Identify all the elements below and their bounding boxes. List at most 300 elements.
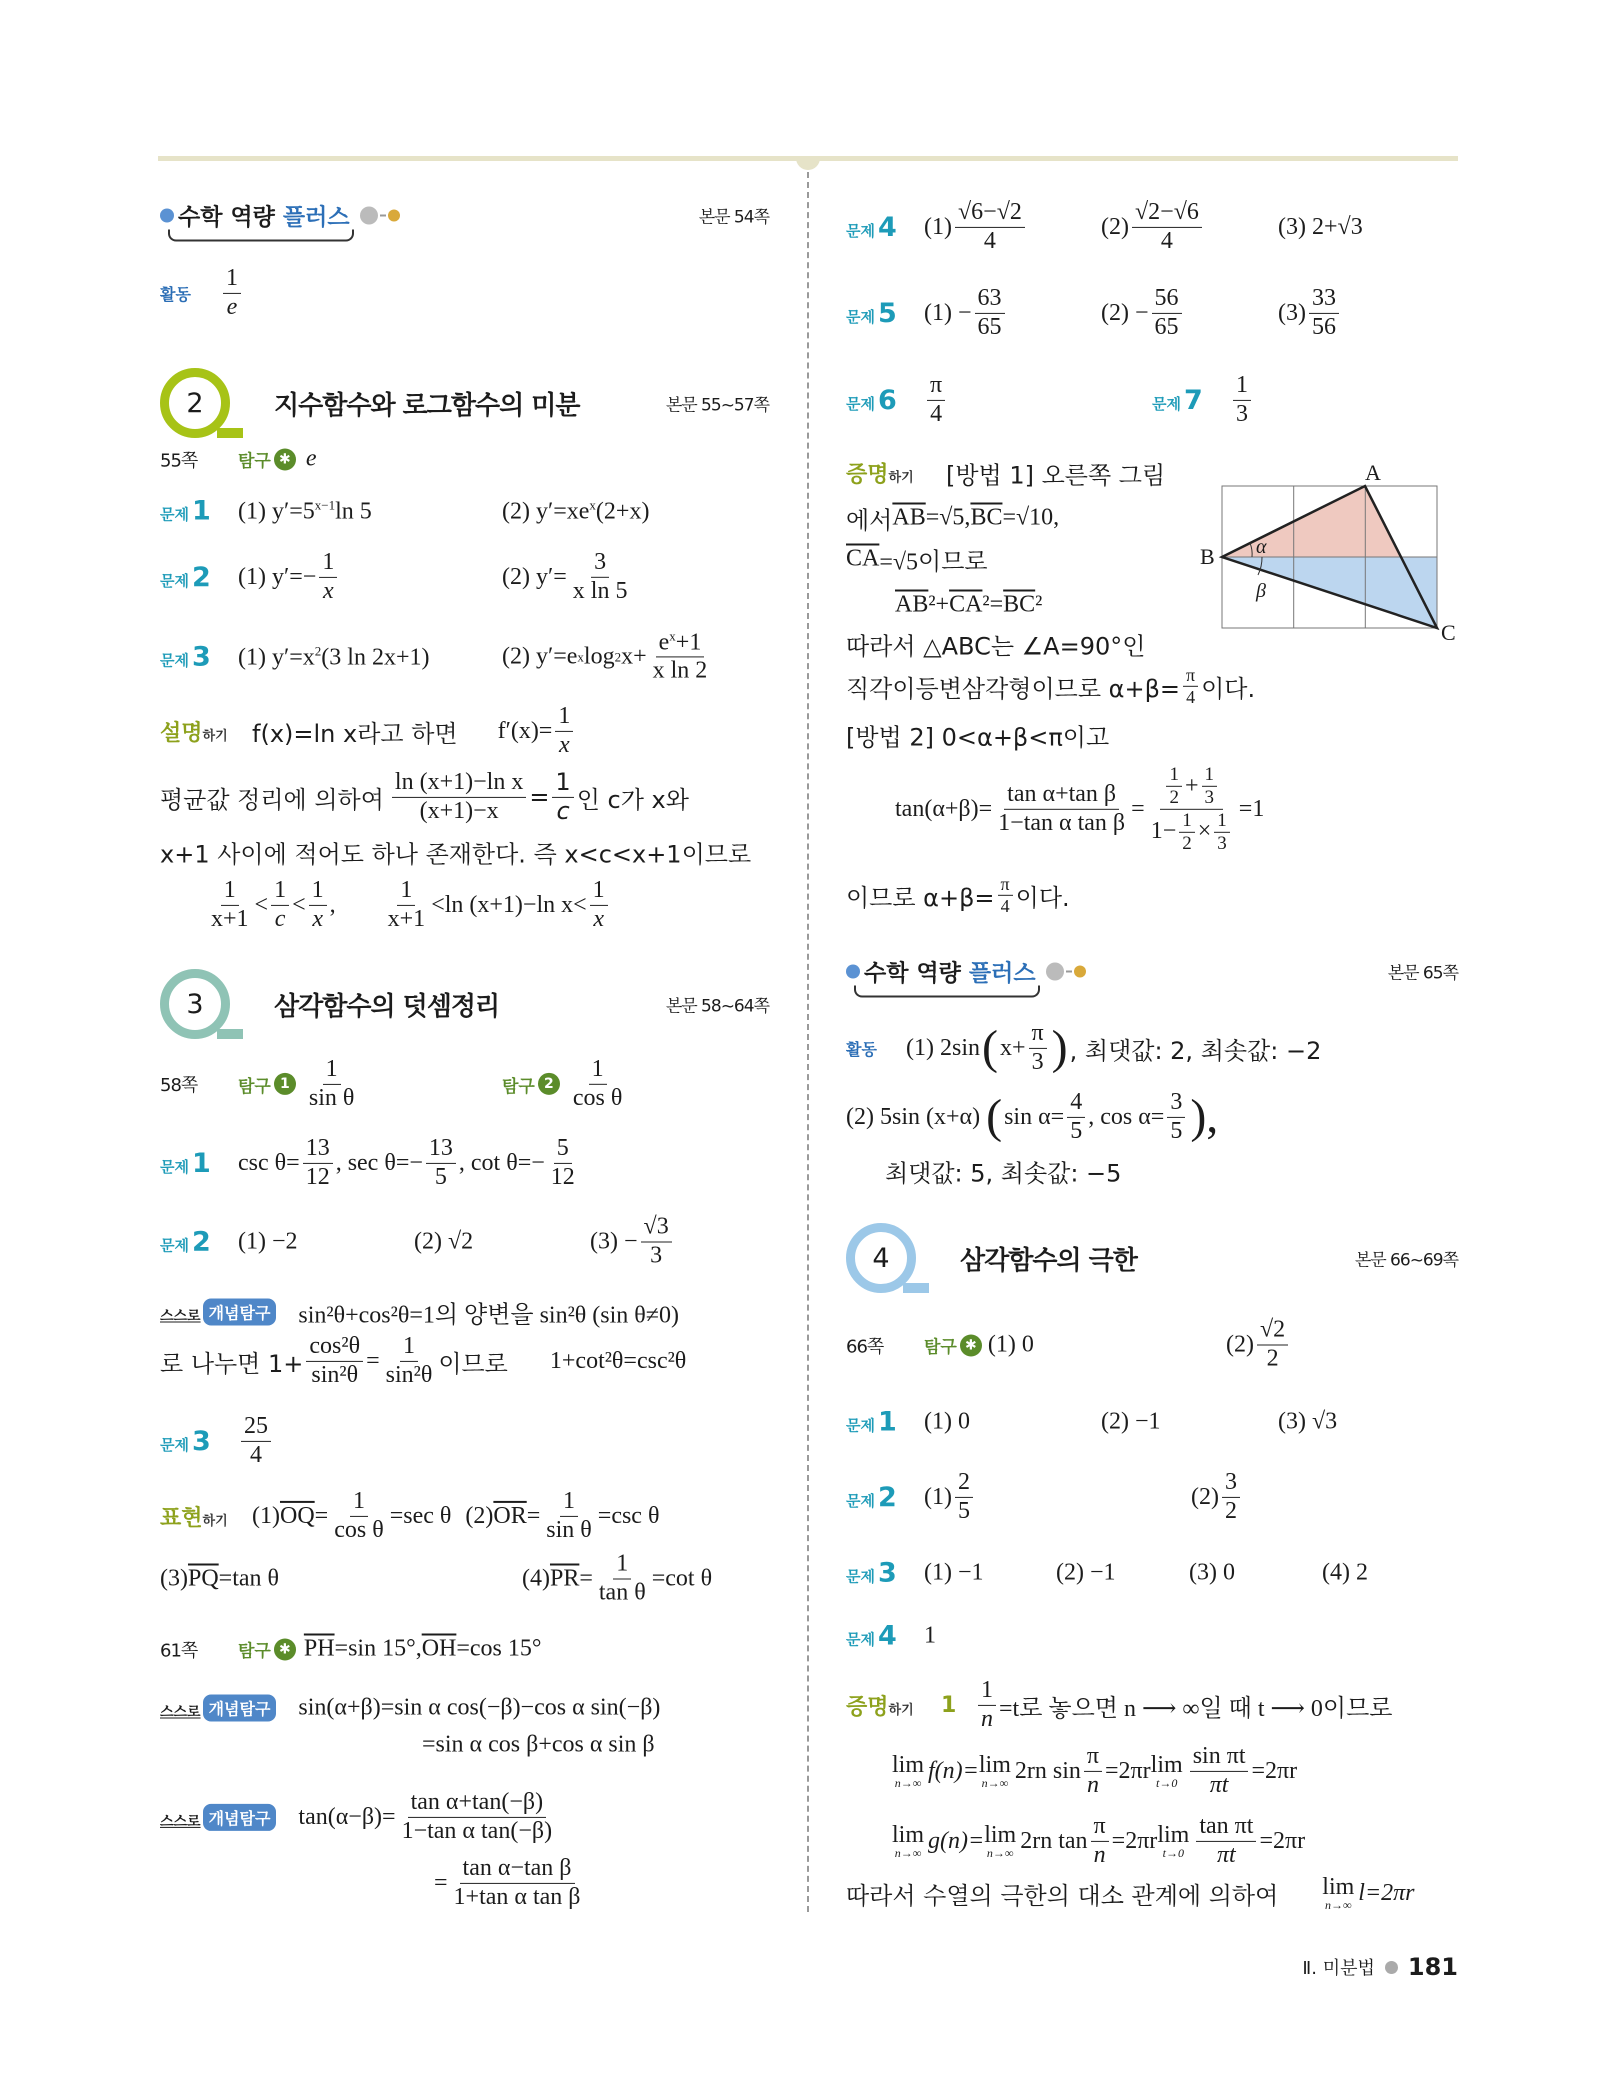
star-icon: ✱ [274,448,296,470]
segment: $\overline{OQ}$ [279,1502,315,1529]
fraction [543,1488,595,1544]
t: x+ [621,643,647,670]
segment: $\overline{AB}$ [892,504,926,531]
t: 따라서 수열의 극한의 대소 관계에 의하여 [846,1881,1279,1910]
self-concept-row [160,1295,679,1330]
answer-2 [502,497,649,525]
numerator: cos²θ [306,1333,363,1362]
star-icon: ✱ [274,1638,296,1660]
t: (4) [522,1565,550,1592]
fraction [1029,1020,1047,1076]
t: (1) [252,1502,280,1529]
t: , cot θ=− [458,1149,545,1176]
numerator: 1 [1179,810,1195,833]
t: 직각이등변삼각형이므로 α+β= [846,674,1181,703]
numerator: 1 [350,1488,368,1517]
numerator: 1 [319,549,337,578]
numerator: 63 [975,285,1005,314]
page-number: 61쪽 [160,1640,198,1661]
dot-icon [1385,1961,1398,1974]
denominator: 1−tan α tan β [998,809,1126,836]
fraction [555,703,573,759]
t: (1) 0 [987,1331,1034,1358]
t: =2πr [1105,1757,1151,1784]
badge-tail [217,428,243,438]
numerator: π [998,874,1013,896]
t: x [589,497,596,512]
segment: $\overline{CA}$ [949,591,983,618]
numerator: 1 [397,877,415,906]
t: 증명 [846,1694,889,1720]
limit [979,1753,1011,1789]
limit-f-row [892,1743,1297,1799]
numerator: π [1029,1020,1047,1049]
t: 하기 [888,470,914,486]
t: g(n)= [928,1827,985,1854]
numerator: π [1183,665,1198,687]
angle-alpha: α [1256,536,1267,558]
t: 설명 [160,720,203,746]
header-bracket [854,986,1040,998]
t: ²+ [928,591,950,618]
fraction [1152,285,1182,341]
proof-row [846,456,1165,491]
fraction [641,1214,672,1270]
t: f(x)=ln x라고 하면 [252,719,458,748]
denominator: 56 [1311,313,1336,340]
vertex-c: C [1441,620,1456,645]
denominator: 1−tan α tan(−β) [401,1817,553,1844]
numerator [656,629,705,658]
problem-label [846,1621,924,1652]
denominator: sin θ [308,1084,355,1111]
numerator: 1 [555,703,573,732]
problem-number: 3 [877,1557,897,1589]
t: 1 [924,1622,936,1649]
denominator: x ln 2 [652,657,708,684]
denominator: n [981,1705,993,1732]
denominator: cos θ [334,1516,384,1543]
answer-1 [238,497,372,525]
activity-row [846,1020,1321,1076]
vertex-a: A [1365,460,1381,485]
denominator: 3 [1236,400,1248,427]
section-title: 삼각함수의 덧셈정리 [274,991,500,1022]
t: 개념탐구 [203,1695,277,1722]
fraction [1202,764,1218,809]
t: (4) 2 [1322,1559,1368,1586]
t: n→∞ [981,1776,1009,1790]
t: 개념탐구 [203,1804,277,1831]
numerator: 25 [241,1413,271,1442]
alpha-region [1222,486,1401,557]
page-ref: 본문 65쪽 [1387,963,1458,984]
fraction [1167,1089,1185,1145]
t: =√10, [1002,504,1060,531]
problem-number: 6 [877,384,897,416]
self-concept-badge [160,1804,276,1831]
badge-tail [903,1283,929,1293]
numerator: 4 [1067,1089,1085,1118]
section-number-badge [160,368,230,438]
denominator: 2 [1266,1345,1279,1372]
t: = [366,1347,380,1374]
denominator: 3 [1204,786,1214,808]
denominator: (x+1)−x [419,797,499,824]
numerator: 13 [303,1135,333,1164]
t: 에서 [846,506,893,535]
problem-word: 문제 [846,394,875,413]
express-label [160,1501,252,1532]
explore-row [160,1055,623,1112]
fraction [451,1855,584,1911]
t: (1) 0 [924,1408,970,1435]
page-number: 55쪽 [160,450,198,471]
plus-title-a: 수학 역량 [178,204,275,231]
numerator: 1 [309,877,327,906]
t: = [1131,795,1145,822]
t: × [1197,818,1212,845]
fraction [998,874,1013,916]
numerator [1160,764,1223,810]
answer-2 [1226,1317,1291,1373]
t: lim [1150,1752,1183,1778]
t: 이므로 [438,1349,508,1378]
problem-word: 문제 [1152,394,1181,413]
denominator: 3 [1217,832,1227,854]
problem-4-row [846,1621,936,1652]
t: ), [1190,1090,1219,1143]
denominator: 4 [250,1441,262,1468]
fraction [1257,1317,1288,1373]
t: sin(α+β)=sin α cos(−β)−cos α sin(−β) [298,1694,661,1721]
t: , [329,891,336,918]
proof-row [846,1677,1392,1733]
fraction [1196,1813,1256,1869]
t: ( [986,1090,1003,1143]
t: 개념탐구 [203,1299,277,1326]
section-number-badge [160,969,230,1039]
denominator: 4 [1186,686,1196,707]
explore-label: 탐구 [238,1076,271,1097]
proof-line [895,592,1042,619]
problem-label [846,212,924,243]
numerator: 1 [978,1677,996,1706]
problem-label [846,1482,924,1513]
page-ref: 본문 54쪽 [698,207,769,228]
limit [1322,1875,1354,1911]
fraction [385,877,429,933]
denominator: x [312,905,323,932]
math-plus-header [846,955,1086,988]
t: (3) √3 [1278,1408,1338,1435]
t: lim [892,1752,925,1778]
fraction [1233,372,1251,428]
t: 2 [314,643,322,658]
problem-label [1152,385,1230,416]
limit [1151,1753,1183,1789]
page-number: 58쪽 [160,1075,198,1096]
limit [892,1823,924,1859]
t: log [583,643,615,670]
t: (2) [1191,1483,1219,1510]
numerator: 1 [1214,810,1230,833]
t: (1) y′=5 [238,498,315,524]
explanation-row [160,703,576,759]
section-2-header [160,368,580,438]
t: ² [1035,591,1043,618]
t: =1 [1238,795,1265,822]
section-title: 삼각함수의 극한 [960,1245,1137,1276]
t: (2+x) [595,498,650,524]
t: < [254,891,269,918]
proof-index: 1 [941,1692,957,1718]
fraction [399,1789,555,1845]
fraction [1067,1089,1085,1145]
explore-tag-2 [502,1056,628,1112]
section-4-header [846,1223,1137,1293]
t: (2) [1226,1331,1254,1358]
explore-row [160,1636,541,1663]
problem-label [160,642,238,673]
problem-number: 1 [191,495,211,527]
denominator: 12 [550,1163,575,1190]
explore-tag [238,447,296,472]
fraction [241,1413,271,1469]
problem-word: 문제 [846,307,875,326]
explore-tag [924,1333,982,1358]
numerator: sin πt [1190,1743,1249,1772]
t: , 최댓값: 2, 최솟값: −2 [1069,1036,1322,1065]
numerator: 1 [589,1056,607,1085]
denominator: x [593,905,604,932]
fraction [223,265,241,321]
denominator: x+1 [211,905,249,932]
fraction [1166,764,1182,809]
denominator: sin²θ [385,1361,433,1388]
fraction [995,781,1128,837]
fraction [975,285,1005,341]
t: 스스로 [160,1704,201,1721]
denominator [1148,810,1236,855]
bullet-dot-icon [160,208,174,222]
t: x [577,649,584,664]
numerator: 33 [1309,285,1339,314]
answer-1 [238,643,429,671]
segment: $\overline{OH}$ [421,1635,457,1662]
answer-2 [1101,199,1205,255]
t: (1) y′=− [238,563,317,590]
limit [892,1753,924,1789]
t: <ln (x+1)−ln x< [431,891,587,918]
t: 2rn sin [1014,1757,1081,1784]
t: =√5이므로 [879,549,988,576]
problem-number: 4 [877,211,897,243]
t: =tan θ [218,1565,280,1592]
numerator: 1 [400,1333,418,1362]
problem-label [160,1148,238,1179]
math-plus-header [160,199,400,232]
self-concept-row-2 [434,1855,587,1911]
fraction [1222,1469,1240,1525]
inequality-row [205,877,611,933]
page-footer [1302,1953,1458,1981]
explore-label: 탐구 [924,1337,957,1358]
t: x [669,627,676,643]
t: =cot θ [651,1565,713,1592]
problem-word: 문제 [846,221,875,240]
t: 인 c가 x와 [576,785,689,814]
explore-label: 탐구 [238,1641,271,1662]
problem-2-row [846,1469,1456,1525]
t: 1− [1150,818,1177,845]
problem-number: 1 [191,1147,211,1179]
t: (1) [924,1483,952,1510]
t: , sec θ=− [335,1149,423,1176]
problem-word: 문제 [160,1157,189,1176]
problem-number: 1 [877,1406,897,1438]
plus-title-b: 플러스 [282,204,350,231]
answer-2 [1191,1469,1243,1525]
denominator: 65 [977,313,1002,340]
numerator: 56 [1152,285,1182,314]
t: 스스로 [160,1308,201,1325]
denominator: 4 [983,227,996,254]
answer-4 [522,1551,712,1607]
t: ) [1051,1021,1068,1074]
t: lim [892,1822,925,1848]
t: (1) − [924,299,972,326]
numerator: tan α+tan(−β) [408,1789,546,1818]
numerator: 3 [591,549,609,578]
problem-3-row [846,1558,1456,1589]
t: 하기 [888,1702,914,1718]
problem-number: 5 [877,297,897,329]
answer-3 [1278,285,1342,341]
t: (2) y′= [502,563,567,590]
problem-7 [1152,372,1254,428]
proof-line: 따라서 △ABC는 ∠A=90°인 [846,632,1146,661]
t: < [292,891,306,918]
denominator: 5 [434,1163,447,1190]
fraction [552,769,573,825]
page-number: 181 [1407,1953,1458,1981]
t: (2) √2 [414,1228,474,1255]
numerator: √2−√6 [1132,199,1202,228]
page-ref: 본문 66~69쪽 [1354,1250,1458,1271]
denominator: 3 [1031,1048,1044,1075]
activity-row [160,265,244,321]
t: lim [978,1752,1011,1778]
denominator: 2 [1169,786,1179,808]
problem-number: 2 [191,561,211,593]
answer-2 [1101,285,1185,341]
problem-word: 문제 [846,1416,875,1435]
limit [984,1823,1016,1859]
t: +1 [675,628,702,655]
limit-g-row [892,1813,1305,1869]
problem-label [160,496,238,527]
denominator: 4 [930,400,943,427]
denominator: 1+tan α tan β [453,1883,581,1910]
numerator: 5 [554,1135,572,1164]
fraction [383,1333,436,1389]
t: (1) y′=x [238,644,315,670]
t: (2) y′=e [502,643,578,670]
conclusion-row [846,1875,1415,1911]
triangle-grid-svg [1200,460,1470,650]
explore-tag [238,1637,296,1662]
mvt-row [160,769,689,825]
problem-word: 문제 [160,571,189,590]
proof-line [846,874,1070,916]
fraction [1179,810,1195,855]
problem-6-7-row [846,372,1456,428]
problem-2-row [160,1213,760,1269]
section-3-header [160,969,499,1039]
self-concept-row-2: =sin α cos β+cos α sin β [422,1731,655,1758]
t: 2rn tan [1020,1827,1088,1854]
header-bracket [168,230,354,242]
vertex-b: B [1200,544,1215,569]
numerator: tan α−tan β [460,1855,575,1884]
problem-3-row [160,1413,274,1469]
fraction [590,877,608,933]
problem-label [160,1426,238,1457]
self-concept-row [160,1695,660,1722]
explain-label [160,716,252,747]
explore-label: 탐구 [502,1076,535,1097]
denominator: 4 [1000,895,1010,916]
t: x−1 [314,497,336,512]
t: tan(α+β)= [895,795,993,822]
bullet-dot-icon [846,964,860,978]
badge-tail [217,1029,243,1039]
t: sin²θ+cos²θ=1의 양변을 sin²θ (sin θ≠0) [298,1302,679,1329]
numerator: 13 [426,1135,456,1164]
t: (1) [924,213,952,240]
t: = [579,1565,593,1592]
numerator: 1 [560,1488,578,1517]
column-divider [807,172,809,1912]
problem-5-row [846,285,1456,341]
page-ref: 본문 55~57쪽 [665,395,769,416]
t: (3) [160,1565,188,1592]
segment: $\overline{PR}$ [549,1565,580,1592]
denominator: cos θ [572,1084,623,1111]
answer-2 [502,629,713,685]
numerator: ln (x+1)−ln x [392,769,526,798]
problem-word: 문제 [160,1435,189,1454]
t: 스스로 [160,1813,201,1830]
problem-number: 7 [1183,384,1203,416]
numerator: 1 [323,1056,341,1085]
explore-label: 탐구 [238,451,271,472]
t: = [314,1502,329,1529]
fraction [426,1135,456,1191]
fraction [596,1551,649,1607]
numerator: π [1084,1743,1102,1772]
fraction [955,1469,973,1525]
limit [1157,1823,1189,1859]
segment: $\overline{PH}$ [303,1635,335,1662]
t: n→∞ [986,1846,1014,1860]
numerator: 3 [1167,1089,1185,1118]
proof-label [846,458,946,489]
answer-2 [502,549,633,605]
segment: $\overline{AB}$ [895,591,929,618]
proof-line [846,501,1059,536]
